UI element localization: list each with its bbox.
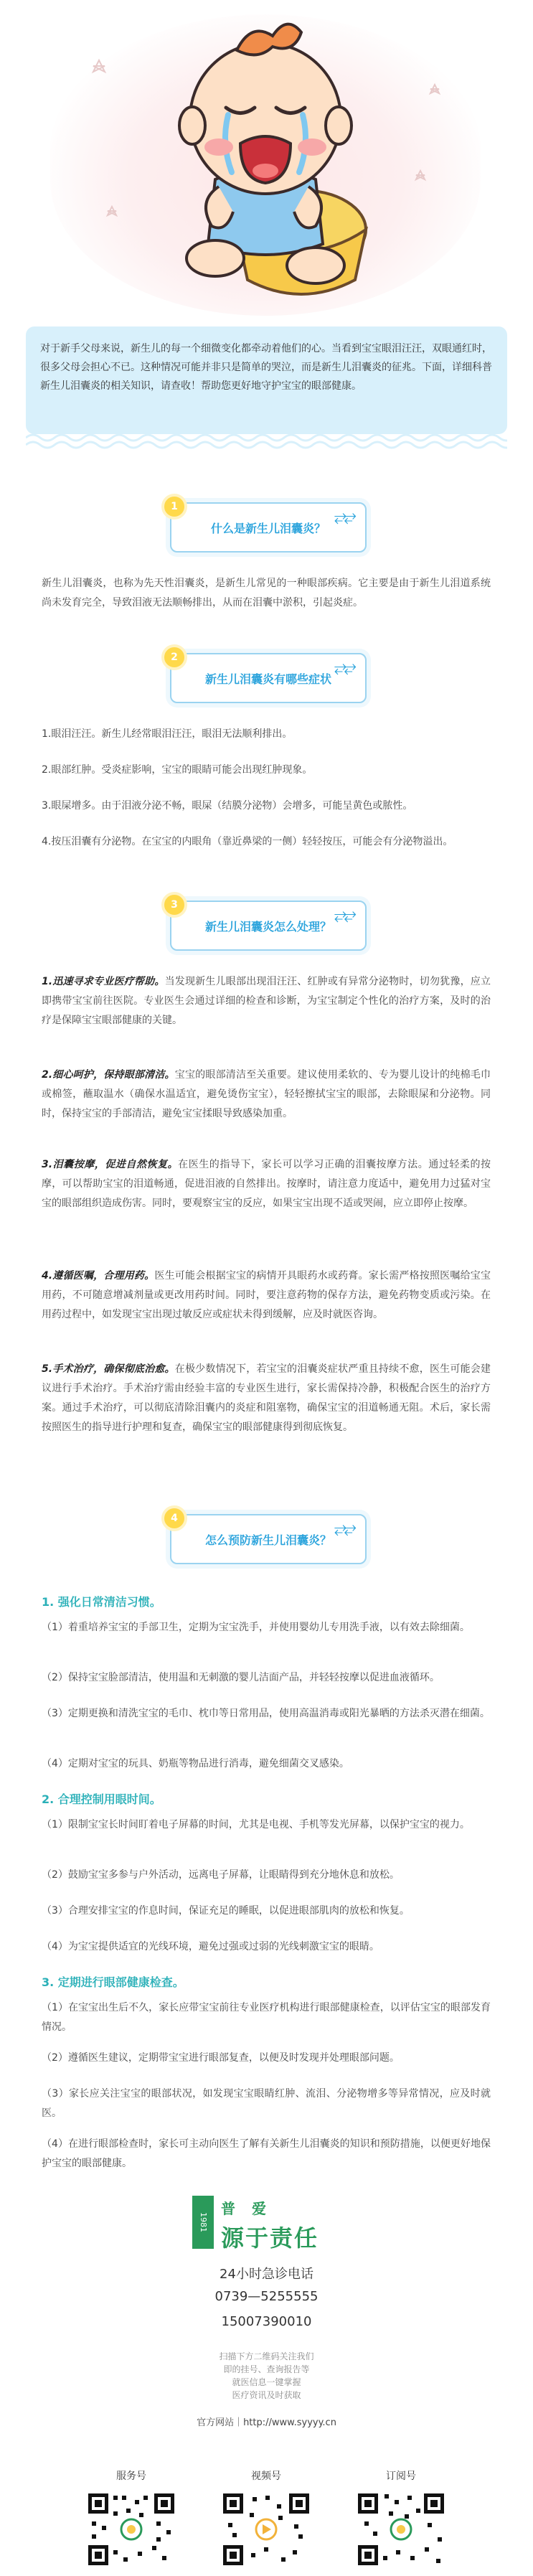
prevention-item: （4）定期对宝宝的玩具、奶瓶等物品进行消毒，避免细菌交叉感染。 [42, 1758, 349, 1769]
scan-line: 医疗资讯及时获取 [232, 2390, 301, 2400]
wave-divider [26, 432, 507, 449]
treatment-body: 医生可能会根据宝宝的病情开具眼药水或药膏。家长需严格按照医嘱给宝宝用药，不可随意增减剂量或更改用药时间。同时，要注意药物的保存方法，避免药物变质或污染。在用药过程中，如发现宝宝出现过敏反应或症状未得到缓解，应及时就医咨询。 [42, 1270, 491, 1320]
treatment-body: 在极少数情况下，若宝宝的泪囊炎症状严重且持续不愈，医生可能会建议进行手术治疗。手术治疗需由经验丰富的专业医生进行，家长需保持冷静，积极配合医生的治疗方案。通过手术治疗，可以彻底清除泪囊内的炎症和阻塞物，确保宝宝的泪道畅通无阻。术后，家长需按照医生的指导进行护理和复查，确保宝宝的眼部健康得到彻底恢复。 [42, 1363, 491, 1433]
prevention-item: （2）遵循医生建议，定期带宝宝进行眼部复查，以便及时发现并处理眼部问题。 [42, 2052, 400, 2064]
prevention-item: （2）保持宝宝脸部清洁，使用温和无刺激的婴儿洁面产品，并轻轻按摩以促进血液循环。 [42, 1672, 440, 1683]
qr-label-subscribe: 订阅号 [386, 2471, 416, 2482]
treatment-body: 在医生的指导下，家长可以学习正确的泪囊按摩方法。通过轻柔的按摩，可以帮助宝宝的泪道畅通，促进泪液的自然排出。按摩时，请注意力度适中，避免用力过猛对宝宝的眼部组织造成伤害。同时，要观察宝宝的反应，如果宝宝出现不适或哭闹，应立即停止按摩。 [42, 1159, 491, 1209]
prevention-item: （3）合理安排宝宝的作息时间，保证充足的睡眠，以促进眼部肌肉的放松和恢复。 [42, 1905, 410, 1917]
curl-decoration-icon: ⥂⥂ [334, 659, 354, 677]
symptom-item: 4.按压泪囊有分泌物。在宝宝的内眼角（靠近鼻梁的一侧）轻轻按压，可能会有分泌物溢出。 [42, 836, 453, 847]
treatment-lead: 1.迅速寻求专业医疗帮助。 [42, 976, 165, 987]
hotline-phone-1[interactable]: 0739—5255555 [214, 2289, 319, 2304]
section-header-4 [170, 1514, 367, 1564]
qr-code-service[interactable] [77, 2490, 185, 2569]
treatment-item [42, 1066, 491, 1124]
treatment-item [42, 1360, 491, 1437]
treatment-lead: 2.细心呵护，保持眼部清洁。 [42, 1069, 175, 1081]
prevention-heading: 2. 合理控制用眼时间。 [42, 1792, 161, 1806]
section-header-1 [170, 502, 367, 553]
treatment-body: 宝宝的眼部清洁至关重要。建议使用柔软的、专为婴儿设计的纯棉毛巾或棉签，蘸取温水（确保水温适宜，避免烫伤宝宝），轻轻擦拭宝宝的眼部，去除眼屎和分泌物。同时，保持宝宝的手部清洁，避免宝宝揉眼导致感染加重。 [42, 1069, 491, 1119]
prevention-item: （3）家长应关注宝宝的眼部状况，如发现宝宝眼睛红肿、流泪、分泌物增多等异常情况，应及时就医。 [42, 2088, 491, 2119]
symptom-item: 1.眼泪汪汪。新生儿经常眼泪汪汪，眼泪无法顺利排出。 [42, 728, 293, 740]
hospital-logo [192, 2196, 340, 2252]
treatment-lead: 5.手术治疗，确保彻底治愈。 [42, 1363, 175, 1375]
scan-line: 即的挂号、查询报告等 [223, 2364, 310, 2374]
section-title: 什么是新生儿泪囊炎？ [210, 522, 326, 535]
prevention-item: （3）定期更换和清洗宝宝的毛巾、枕巾等日常用品，使用高温消毒或阳光暴晒的方法杀灭潜在细菌。 [42, 1708, 490, 1719]
section-header-3 [170, 901, 367, 951]
treatment-item [42, 972, 491, 1030]
treatment-lead: 4.遵循医嘱，合理用药。 [42, 1270, 155, 1282]
prevention-heading: 3. 定期进行眼部健康检查。 [42, 1975, 184, 1989]
section-number-badge: 1 [161, 494, 187, 520]
website-link[interactable]: 官方网站｜http://www.syyyy.cn [197, 2417, 336, 2428]
intro-box [26, 326, 507, 434]
logo-year: 1981 [192, 2196, 214, 2249]
crying-baby-illustration [0, 0, 533, 323]
treatment-item [42, 1266, 491, 1325]
hotline-label: 24小时急诊电话 [220, 2267, 313, 2282]
symptom-item: 2.眼部红肿。受炎症影响，宝宝的眼睛可能会出现红肿现象。 [42, 764, 313, 776]
section-number-badge: 3 [161, 892, 187, 918]
prevention-item: （4）在进行眼部检查时，家长可主动向医生了解有关新生儿泪囊炎的知识和预防措施，以便更好地保护宝宝的眼部健康。 [42, 2138, 491, 2169]
scan-line: 扫描下方二维码关注我们 [219, 2351, 314, 2361]
treatment-lead: 3.泪囊按摩，促进自然恢复。 [42, 1159, 179, 1170]
qr-label-service: 服务号 [116, 2471, 146, 2482]
prevention-item: （1）限制宝宝长时间盯着电子屏幕的时间，尤其是电视、手机等发光屏幕，以保护宝宝的视力。 [42, 1819, 470, 1830]
section-title: 新生儿泪囊炎有哪些症状 [204, 672, 331, 686]
curl-decoration-icon: ⥂⥂ [334, 508, 354, 526]
section-1-text: 新生儿泪囊炎，也称为先天性泪囊炎，是新生儿常见的一种眼部疾病。它主要是由于新生儿泪道系统尚未发育完全，导致泪液无法顺畅排出，从而在泪囊中淤积，引起炎症。 [42, 578, 491, 608]
section-number-badge: 2 [161, 644, 187, 670]
scan-line: 就医信息一键掌握 [232, 2377, 301, 2387]
hero-illustration [0, 0, 533, 323]
section-title: 新生儿泪囊炎怎么处理？ [204, 920, 331, 934]
curl-decoration-icon: ⥂⥂ [334, 906, 354, 924]
prevention-item: （1）在宝宝出生后不久，家长应带宝宝前往专业医疗机构进行眼部健康检查，以评估宝宝的眼部发育情况。 [42, 2002, 491, 2033]
prevention-item: （1）着重培养宝宝的手部卫生，定期为宝宝洗手，并使用婴幼儿专用洗手液，以有效去除细菌。 [42, 1622, 470, 1633]
treatment-item [42, 1155, 491, 1213]
logo-main-text: 源于责任 [221, 2224, 319, 2252]
symptom-item: 3.眼屎增多。由于泪液分泌不畅，眼屎（结膜分泌物）会增多，可能呈黄色或脓性。 [42, 800, 413, 812]
hotline-phone-2[interactable]: 15007390010 [221, 2314, 312, 2329]
logo-top-text: 普 爱 [221, 2200, 272, 2217]
curl-decoration-icon: ⥂⥂ [334, 1520, 354, 1538]
qr-label-video: 视频号 [251, 2471, 281, 2482]
prevention-item: （2）鼓励宝宝多参与户外活动，远离电子屏幕，让眼睛得到充分地休息和放松。 [42, 1869, 400, 1881]
section-number-badge: 4 [161, 1505, 187, 1531]
qr-code-video[interactable] [212, 2490, 320, 2569]
prevention-item: （4）为宝宝提供适宜的光线环境，避免过强或过弱的光线刺激宝宝的眼睛。 [42, 1941, 379, 1952]
intro-text: 对于新手父母来说，新生儿的每一个细微变化都牵动着他们的心。当看到宝宝眼泪汪汪，双眼通红时，很多父母会担心不已。这种情况可能并非只是简单的哭泣，而是新生儿泪囊炎的征兆。下面，详细科普新生儿泪囊炎的相关知识，请查收！帮助您更好地守护宝宝的眼部健康。 [40, 343, 492, 392]
prevention-heading: 1. 强化日常清洁习惯。 [42, 1595, 161, 1609]
section-header-2 [170, 653, 367, 703]
treatment-body: 当发现新生儿眼部出现泪汪汪、红肿或有异常分泌物时，切勿犹豫，应立即携带宝宝前往医院。专业医生会通过详细的检查和诊断，为宝宝制定个性化的治疗方案，及时的治疗是保障宝宝眼部健康的关键。 [42, 976, 491, 1026]
qr-code-subscribe[interactable] [347, 2490, 455, 2569]
section-title: 怎么预防新生儿泪囊炎？ [204, 1533, 331, 1547]
